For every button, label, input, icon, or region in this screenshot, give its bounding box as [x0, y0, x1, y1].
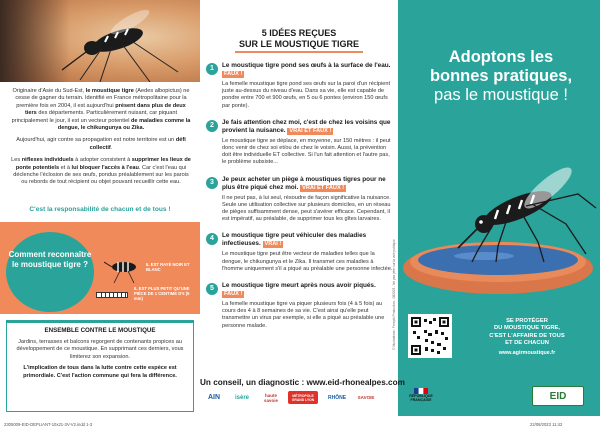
- logo-haute-savoie: haute savoie: [263, 392, 278, 403]
- logo-isere: isère: [234, 394, 249, 401]
- cta-line-2: DU MOUSTIQUE TIGRE,: [493, 325, 561, 332]
- intro-p2-b: défi collectif: [89, 137, 186, 151]
- verdict-badge: VRAI ET FAUX !: [302, 184, 345, 191]
- intro-paragraph-2: [10, 137, 192, 152]
- item-number: 2: [206, 120, 218, 132]
- ensemble-box: [6, 320, 194, 412]
- idees-title: [200, 28, 398, 50]
- intro-p1-b: le moustique tigre: [85, 88, 134, 94]
- item-answer: Le moustique tigre peut être vecteur de maladies telles que la dengue, le chikungunya et le Zika. Il transmet ces maladies à l'homme uniquement s'il a piqué au préalable une personne infectée.: [222, 251, 393, 272]
- intro-p3-d: supprimer les lieux de ponte potentiels: [15, 157, 191, 171]
- item-question: [222, 62, 394, 78]
- right-panel: [398, 0, 600, 416]
- vertical-credit-text: © Illustrations : Freepik Production - 082023 - Ne pas jeter sur la voie publique: [392, 239, 396, 350]
- item-answer: La femelle moustique tigre pond ses œufs sur la paroi d'un récipient juste au-dessus du niveau d'eau. Dans sa vie, elle est capable de pondre entre 700 et 900 œufs, en 5 ou 6 pontes (environ 150 œufs par ponte).: [222, 81, 391, 109]
- verdict-badge: VRAI !: [264, 241, 282, 248]
- feature-striped-label: IL EST RAYÉ NOIR ET BLANC: [146, 262, 190, 272]
- list-item: [206, 119, 394, 167]
- item-answer: La femelle moustique tigre va piquer plusieurs fois (4 à 5 fois) au cours des 4 à 8 semaines de sa vie. C'est ainsi qu'elle peut transmettre un virus par exemple, si elle a piqué au préalable une personne malade.: [222, 301, 385, 329]
- verdict-badge: FAUX !: [224, 71, 243, 77]
- cta-line-3: C'EST L'AFFAIRE DE TOUS: [489, 332, 565, 339]
- item-question-text: Je fais attention chez moi, c'est de chez les voisins que provient la nuisance.: [222, 118, 391, 134]
- logo-ars: ars: [455, 388, 477, 404]
- cta-url-link[interactable]: www.agirmoustique.fr: [498, 349, 556, 356]
- intro-paragraph-3: [10, 157, 192, 187]
- logo-republique-label: RÉPUBLIQUE FRANÇAISE: [409, 393, 433, 402]
- main-title-line-2: bonnes pratiques,: [429, 67, 573, 85]
- feature-size-label: IL EST PLUS PETIT QU'UNE PIÈCE DE 1 CENTIME D'€ (5 mm): [134, 286, 190, 301]
- intro-paragraph-1: [10, 88, 192, 132]
- intro-p1-c: (Aedes albopictus) ne cesse de gagner du terrain. Identifié en France métropolitaine pour la première fois en 2004, il est aujourd'hui: [15, 88, 190, 109]
- diagnostic-link[interactable]: Un conseil, un diagnostic : www.eid-rhonealpes.com: [200, 378, 405, 387]
- qr-code-icon: [411, 317, 449, 355]
- item-number: 5: [206, 283, 218, 295]
- item-answer: Le moustique tigre se déplace, en moyenne, sur 150 mètres : il peut donc venir de chez soi et/ou de chez le voisin. Aussi, la prévention doit être individuelle ET collective. Si l'un fait attention et l'autre pas, le problème subsiste...: [222, 137, 391, 166]
- intro-p3-e: et à: [59, 164, 72, 171]
- left-panel: [0, 0, 200, 416]
- intro-p1-f: de maladies comme la dengue, le chikungunya ou Zika.: [57, 117, 191, 132]
- cta-line-1: SE PROTÉGER: [506, 318, 548, 324]
- list-item: [206, 232, 394, 273]
- list-item: [206, 282, 394, 330]
- logo-metropole-lyon: MÉTROPOLE GRAND LYON: [288, 391, 318, 404]
- item-number: 3: [206, 177, 218, 189]
- verdict-badge: FAUX !: [224, 291, 243, 298]
- item-question: [222, 119, 394, 135]
- intro-p3-g: . Car c'est l'eau qui déclenche l'éclosion de ses œufs, pondus préalablement sur les parois ou rebords de tout récipient ou objet pouvant recueillir cette eau.: [13, 164, 189, 186]
- ruler-5mm-icon: [96, 292, 128, 298]
- item-question: [222, 282, 394, 298]
- logo-rhone: RHÔNE: [327, 394, 347, 401]
- intro-p1-a: Originaire d'Asie du Sud-Est,: [12, 88, 86, 94]
- intro-p2-c: .: [110, 144, 113, 151]
- intro-p3-a: Les: [11, 157, 22, 164]
- item-question-text: Je peux acheter un piège à moustiques tigres pour ne plus être piqué chez moi.: [222, 175, 386, 191]
- intro-p2-a: Aujourd'hui, agir contre sa propagation est notre territoire est un: [16, 137, 176, 144]
- ensemble-paragraph-1: Jardins, terrasses et balcons regorgent de contenants propices au développement de ce moustique. En supprimant ces derniers, vous limiterez son expansion.: [16, 339, 184, 360]
- striped-mosquito-icon: [104, 250, 144, 284]
- print-meta-left: 2305009-EID-DEPLIANT-10x21-3V-V2.indd 1-3: [4, 422, 93, 427]
- main-title-line-3: pas le moustique !: [434, 86, 568, 104]
- intro-p3-b: réflexes individuels: [21, 157, 74, 164]
- intro-p3-c: à adopter consistent à: [73, 157, 132, 164]
- cta-line-4: ET DE CHACUN: [505, 340, 549, 347]
- print-meta-right: 22/08/2023 11:42: [530, 422, 563, 427]
- main-title-line-1: Adoptons les: [448, 48, 554, 66]
- logo-savoie: SAVOIE: [357, 395, 375, 400]
- item-answer: Il ne peut pas, à lui seul, résoudre de façon significative la nuisance. Seule une utilisation collective sur plusieurs domiciles, en un réseau de pièges suffisamment dense, peut s'avérer efficace. Cependant, il est impératif, au préalable, de supprimer tous les gîtes larvaires.: [222, 194, 391, 223]
- mosquito-on-saucer-illustration: [398, 150, 600, 300]
- item-number: 1: [206, 63, 218, 75]
- intro-p3-f: lui bloquer l'accès à l'eau: [71, 164, 139, 171]
- idees-list: [206, 62, 394, 339]
- qr-code[interactable]: [408, 314, 452, 358]
- idees-title-line-1: 5 IDÉES REÇUES: [261, 28, 337, 38]
- ensemble-paragraph-2: L'implication de tous dans la lutte contre cette espèce est primordiale. C'est l'action commune qui fera la différence.: [23, 365, 177, 379]
- logo-eid: EID: [532, 386, 584, 406]
- cta-text: [460, 318, 594, 357]
- middle-panel: [200, 0, 398, 416]
- list-item: [206, 62, 394, 110]
- list-item: [206, 176, 394, 224]
- identification-bubble: Comment reconnaître le moustique tigre ?: [6, 232, 94, 312]
- idees-title-underline: [235, 51, 363, 53]
- item-question-text: Le moustique tigre pond ses œufs à la surface de l'eau.: [222, 62, 391, 69]
- item-question-text: Le moustique tigre meurt après nous avoir piqués.: [222, 282, 376, 290]
- intro-text: [10, 88, 192, 192]
- item-question: [222, 176, 394, 192]
- logo-ain: AIN: [207, 394, 221, 401]
- idees-title-line-2: SUR LE MOUSTIQUE TIGRE: [238, 39, 359, 49]
- intro-p1-d: présent dans plus de deux tiers: [24, 102, 186, 117]
- main-title: [408, 48, 594, 105]
- item-question: [222, 232, 394, 248]
- item-number: 4: [206, 233, 218, 245]
- verdict-badge: VRAI ET FAUX !: [289, 127, 332, 134]
- logo-republique-francaise: [404, 384, 438, 406]
- hero-mosquito-photo: [0, 0, 200, 82]
- intro-p1-e: des départements. Particulièrement nuisant, car piquant principalement le jour, il est un vecteur potentiel: [11, 110, 178, 124]
- ensemble-title: ENSEMBLE CONTRE LE MOUSTIQUE: [44, 327, 156, 334]
- item-question-text: Le moustique tigre peut véhiculer des maladies infectieuses.: [222, 232, 367, 248]
- responsibility-tagline: C'est la responsabilité de chacun et de tous !: [29, 206, 171, 213]
- ensemble-text: [13, 339, 187, 380]
- hero-mosquito-icon: [0, 0, 200, 82]
